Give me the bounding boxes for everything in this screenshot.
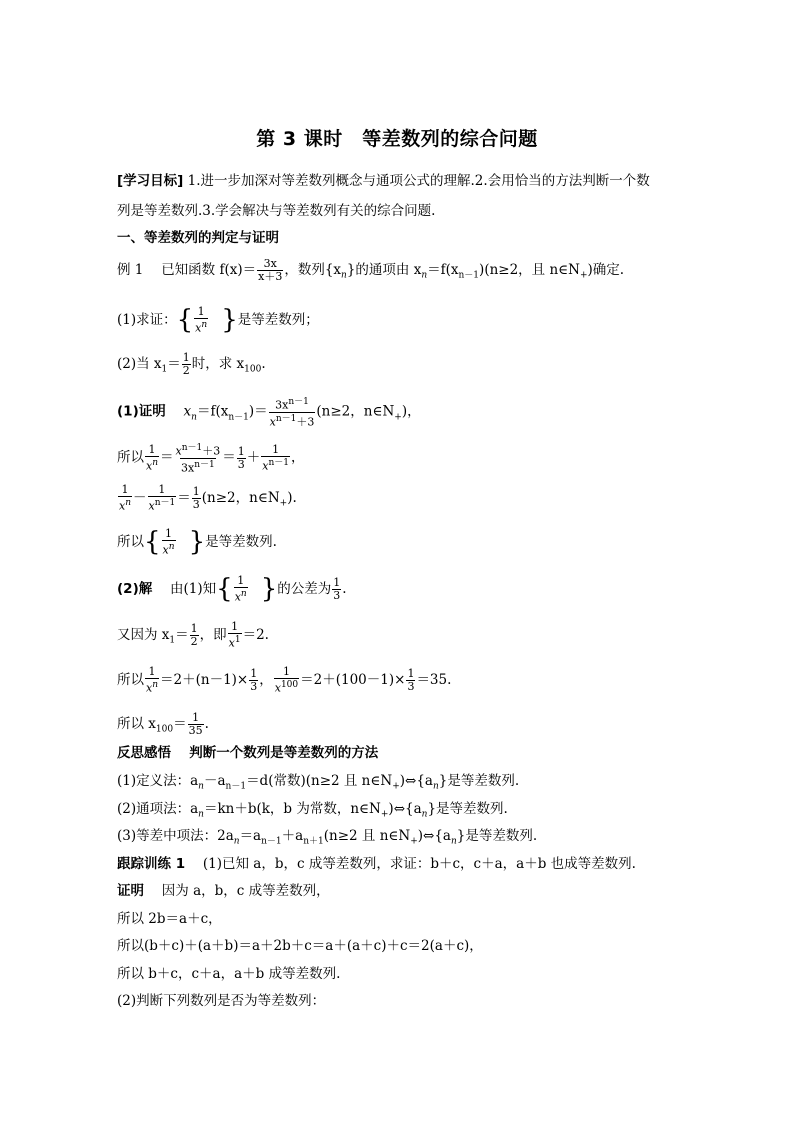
- m2-a: (2)通项法：a: [117, 801, 199, 817]
- sup-n-minus-1: n－1: [288, 397, 309, 407]
- proof-l3-d: ).: [287, 489, 297, 506]
- set-1-over-xn: { $\frac{1}{x^n}$ }: [176, 305, 238, 336]
- q2-text-a: (2)当 x: [117, 356, 162, 372]
- frac-den: 35: [188, 724, 203, 737]
- sup-n-minus-1: n－1: [194, 459, 215, 470]
- set-1-over-xn: { $\frac{1}{x^n}$ }: [216, 574, 278, 605]
- frac-num: 1: [121, 483, 129, 496]
- m1-e: }是等差数列.: [438, 773, 520, 789]
- frac-num: 1: [192, 484, 200, 498]
- example-text-b: ，数列{x: [284, 262, 342, 278]
- proof-x: x: [183, 403, 192, 420]
- sub-n: n: [421, 809, 428, 820]
- proof-l2-eq: ＝: [222, 449, 236, 466]
- solve-l4-a: 所以 x: [117, 716, 156, 732]
- proof-l3-minus: －: [133, 489, 147, 506]
- den-x: x: [119, 499, 126, 513]
- solve-l1-a: 由(1)知: [170, 580, 217, 597]
- sub-n-minus-1: n－1: [458, 270, 480, 281]
- den-x: x: [148, 499, 155, 513]
- frac-num: 1: [165, 527, 173, 540]
- example-text-d: ＝f(x: [427, 262, 459, 278]
- den-x: x: [262, 459, 269, 473]
- sup-n-minus-1: n－1: [275, 413, 297, 424]
- frac-num: 1: [158, 483, 166, 496]
- fraction-1-over-xn: [118, 484, 132, 513]
- m3-a: (3)等差中项法：2a: [117, 828, 234, 844]
- den-x: x: [146, 681, 153, 695]
- frac-num: 1: [237, 574, 245, 587]
- fraction-1-over-3: [192, 486, 201, 511]
- proof-l4-b: 是等差数列.: [205, 533, 277, 550]
- m3-c: ＋a: [281, 828, 304, 844]
- objectives-line-2: 列是等差数列.3.学会解决与等差数列有关的综合问题.: [117, 203, 436, 219]
- m3-f: }是等差数列.: [456, 828, 538, 844]
- page-title: 第 3 课时 等差数列的综合问题: [256, 128, 538, 150]
- frac-num: 1: [272, 442, 280, 456]
- practice-proof-line-4: 所以 b＋c，c＋a，a＋b 成等差数列.: [117, 966, 341, 982]
- proof-line-1: [117, 396, 421, 428]
- fraction-1-over-x100: [274, 666, 299, 695]
- proof-l3-eq: ＝: [177, 489, 191, 506]
- frac-num: 1: [237, 444, 245, 458]
- sub-n: n: [450, 836, 457, 847]
- frac-den: x＋3: [258, 270, 283, 283]
- sup-n-minus-1: n－1: [181, 443, 203, 453]
- solve-l3-d: ＝2＋(100－1)×: [300, 671, 406, 688]
- num-x: x: [175, 444, 182, 458]
- sup-100: 100: [280, 680, 299, 690]
- den-x: x: [269, 415, 276, 429]
- den-3x: 3x: [181, 461, 195, 475]
- objectives-label: [学习目标]: [117, 173, 184, 189]
- proof-text-b: ＝f(x: [196, 403, 229, 420]
- den-x: x: [162, 543, 169, 557]
- fraction-1-over-3: [249, 668, 258, 693]
- solve-l3-e: ＝35.: [416, 671, 452, 688]
- proof-l4-a: 所以: [117, 533, 144, 550]
- solve-l2-b: ＝: [175, 626, 189, 643]
- set-1-over-xn: { $\frac{1}{x^n}$ }: [144, 527, 206, 558]
- solve-l1-c: .: [342, 580, 347, 597]
- proof-text-e: )，: [401, 403, 421, 420]
- question-1: [117, 306, 319, 335]
- frac-num: 1: [192, 711, 200, 724]
- den-x: x: [234, 590, 241, 604]
- frac-num: 1: [190, 621, 198, 635]
- m1-a: (1)定义法：a: [117, 773, 199, 789]
- sup-n: n: [168, 542, 175, 552]
- solve-label: (2)解: [117, 580, 153, 597]
- fraction-1-over-xn: [145, 666, 159, 695]
- m1-b: －a: [203, 773, 226, 789]
- q2-text-d: .: [261, 356, 266, 372]
- sup-n: n: [152, 680, 159, 690]
- frac-num: 1: [231, 620, 239, 633]
- fraction-1-over-2: [190, 623, 199, 648]
- frac-num: 1: [407, 666, 415, 680]
- den-x: x: [274, 681, 281, 695]
- practice-proof-line-1: [117, 882, 330, 900]
- sup-n-minus-1: n－1: [268, 457, 290, 468]
- frac-num: 3x: [263, 257, 277, 270]
- solve-line-1: [117, 575, 347, 604]
- method-2: [117, 800, 508, 824]
- solve-l3-c: ，: [259, 671, 273, 688]
- sub-plus: +: [380, 809, 389, 820]
- objectives-text-1: 1.进一步加深对等差数列概念与通项公式的理解.2.会用恰当的方法判断一个数: [187, 173, 650, 189]
- proof-l2-b: ＝: [160, 449, 174, 466]
- objectives-line-1: [117, 172, 650, 190]
- num-plus-3: ＋3: [202, 444, 221, 458]
- practice-proof-line-2: 所以 2b＝a＋c，: [117, 911, 222, 927]
- sub-n: n: [421, 270, 428, 281]
- reflection-text: 判断一个数列是等差数列的方法: [189, 745, 379, 761]
- proof-l2-comma: ，: [291, 449, 305, 466]
- sub-plus: +: [392, 781, 400, 792]
- den-x: x: [146, 459, 153, 473]
- sub-n: n: [233, 836, 240, 847]
- reflection-heading: [117, 744, 378, 762]
- proof-text-d: (n≥2，n∈N: [316, 403, 395, 420]
- m3-b: ＝a: [239, 828, 262, 844]
- frac-num: 1: [250, 666, 258, 680]
- solve-l3-a: 所以: [117, 671, 144, 688]
- frac-den-x: x: [195, 321, 202, 335]
- sup-1: 1: [234, 635, 241, 645]
- proof-label: (1)证明: [117, 403, 166, 420]
- example-text-c: }的通项由 x: [346, 262, 422, 278]
- sub-n: n: [191, 412, 197, 423]
- proof-line-3: [117, 484, 297, 513]
- sub-n: n: [198, 781, 204, 792]
- practice-proof-line-3: 所以(b＋c)＋(a＋b)＝a＋2b＋c＝a＋(a＋c)＋c＝2(a＋c)，: [117, 938, 483, 954]
- solve-l4-b: ＝: [173, 716, 187, 732]
- proof-line-2: [117, 442, 305, 474]
- frac-num: 1: [282, 665, 290, 678]
- method-1: [117, 772, 519, 796]
- den-x: x: [228, 636, 235, 650]
- sup-n: n: [201, 320, 208, 330]
- den-plus-3: ＋3: [296, 415, 315, 429]
- example-text-f: )确定.: [587, 262, 625, 278]
- fraction-1-over-xn: [145, 444, 159, 473]
- sup-n: n: [152, 457, 159, 468]
- frac-num: 1: [148, 665, 156, 678]
- solve-l2-c: ，即: [199, 626, 227, 643]
- sub-n: n: [198, 809, 204, 820]
- solve-line-2: [117, 621, 269, 650]
- frac-den: 3: [333, 588, 341, 602]
- solve-line-4: [117, 712, 209, 739]
- sub-100: 100: [244, 364, 262, 375]
- m1-d: )⇔{a: [399, 773, 433, 789]
- example-1-statement: [117, 258, 624, 285]
- sub-100: 100: [155, 724, 174, 735]
- sup-n: n: [125, 498, 132, 508]
- m1-c: ＝d(常数)(n≥2 且 n∈N: [246, 773, 393, 789]
- num-3x: 3x: [275, 398, 289, 412]
- frac-den: 2: [182, 364, 190, 377]
- practice-question-2: (2)判断下列数列是否为等差数列：: [117, 993, 326, 1009]
- fraction-xn1-plus3-over-3xn1: [175, 442, 222, 474]
- practice-question-1: [117, 855, 636, 873]
- solve-line-3: [117, 666, 451, 695]
- fraction-1-over-xn1: [261, 444, 290, 473]
- solve-l2-a: 又因为 x: [117, 626, 170, 643]
- sub-n-minus-1: n－1: [228, 412, 249, 423]
- fraction-1-over-3: [332, 577, 341, 602]
- frac-num: 1: [148, 442, 156, 456]
- sub-n-minus-1: n－1: [225, 781, 247, 792]
- solve-l4-c: .: [204, 716, 209, 732]
- practice-label: 跟踪训练 1: [117, 856, 186, 872]
- m2-d: }是等差数列.: [427, 801, 508, 817]
- reflection-label: 反思感悟: [117, 745, 171, 761]
- q2-text-b: ＝: [167, 356, 181, 372]
- fraction-3x-over-x-plus-3: [257, 258, 283, 283]
- q1-text-a: (1)求证：: [117, 311, 177, 328]
- sub-n: n: [341, 270, 347, 281]
- frac-den: 2: [190, 634, 198, 648]
- fraction-3x-power: [269, 396, 316, 428]
- frac-num: 1: [197, 305, 205, 318]
- sub-n-plus-1: n＋1: [303, 836, 324, 847]
- question-2: [117, 352, 266, 379]
- proof-l2-plus: ＋: [246, 449, 261, 466]
- frac-den: 3: [407, 679, 415, 693]
- m2-b: ＝kn＋b(k，b 为常数，n∈N: [203, 801, 381, 817]
- sub-1: 1: [169, 635, 176, 646]
- m3-d: (n≥2 且 n∈N: [323, 828, 411, 844]
- sub-plus: +: [410, 836, 418, 847]
- fraction-1-over-xn1: [148, 484, 177, 513]
- sup-n: n: [240, 589, 247, 599]
- section-heading: 一、等差数列的判定与证明: [117, 230, 279, 246]
- example-text-a: 已知函数 f(x)＝: [161, 262, 257, 278]
- fraction-1-over-35: [188, 712, 204, 737]
- proof-l2-a: 所以: [117, 449, 144, 466]
- q2-text-c: 时，求 x: [191, 356, 245, 372]
- sub-n: n: [432, 781, 439, 792]
- practice-text: (1)已知 a，b，c 成等差数列，求证：b＋c，c＋a，a＋b 也成等差数列.: [202, 856, 636, 872]
- q1-text-b: 是等差数列；: [237, 311, 319, 328]
- practice-p1: 因为 a，b，c 成等差数列，: [161, 883, 330, 899]
- example-text-e: )(n≥2，且 n∈N: [479, 262, 580, 278]
- solve-l1-b: 的公差为: [277, 580, 332, 597]
- proof-text-c: )＝: [248, 403, 268, 420]
- practice-proof-label: 证明: [117, 883, 144, 899]
- example-label: 例 1: [117, 262, 144, 278]
- solve-l2-d: ＝2.: [242, 626, 269, 643]
- fraction-1-over-x1: [228, 621, 242, 650]
- sub-plus: +: [579, 270, 588, 281]
- sub-plus: +: [279, 498, 288, 509]
- m3-e: )⇔{a: [417, 828, 451, 844]
- method-3: [117, 827, 537, 851]
- fraction-1-over-3: [406, 668, 415, 693]
- sub-n-minus-1: n－1: [261, 836, 282, 847]
- frac-den: 3: [237, 457, 245, 471]
- m2-c: )⇔{a: [388, 801, 422, 817]
- frac-num: 1: [333, 575, 341, 589]
- proof-l3-c: (n≥2，n∈N: [201, 489, 280, 506]
- proof-line-4: [117, 528, 277, 557]
- sub-1: 1: [161, 364, 168, 375]
- sub-plus: +: [394, 412, 402, 423]
- solve-l3-b: ＝2＋(n－1)×: [160, 671, 249, 688]
- frac-den: 3: [250, 679, 258, 693]
- fraction-1-over-2: [182, 352, 191, 377]
- fraction-1-over-3: [237, 446, 246, 471]
- sup-n-minus-1: n－1: [154, 498, 176, 508]
- frac-den: 3: [192, 497, 200, 511]
- frac-num: 1: [182, 351, 190, 364]
